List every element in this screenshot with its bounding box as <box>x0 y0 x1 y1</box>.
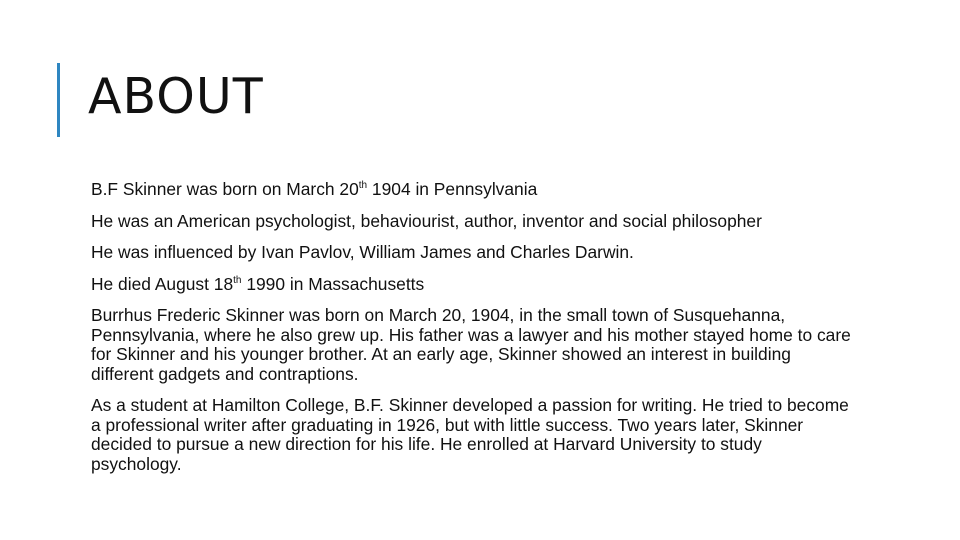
paragraph-education: As a student at Hamilton College, B.F. Skinner developed a passion for writing. He tried to become a professional writer after graduating in 1926, but with little success. Two years later, Skinner decided to pursue a new direction for his life. He enrolled at Harvard University to study psychology. <box>91 395 849 474</box>
ordinal-suffix: th <box>358 180 368 192</box>
paragraph-birth <box>91 180 851 200</box>
paragraph-birth-text-end: 1904 in Pennsylvania <box>367 179 538 199</box>
paragraph-birth-text: B.F Skinner was born on March 20 <box>91 179 359 199</box>
paragraph-death-text-end: 1990 in Massachusetts <box>241 273 425 294</box>
slide-title: ABOUT <box>88 68 264 125</box>
slide-body <box>91 180 851 486</box>
paragraph-death <box>91 275 851 295</box>
paragraph-profession: He was an American psychologist, behaviourist, author, inventor and social philosopher <box>91 210 762 231</box>
paragraph-early-life: Burrhus Frederic Skinner was born on March 20, 1904, in the small town of Susquehanna, Pennsylvania, where he also grew up. His father was a lawyer and his mother stayed home to care for Skinner and his younger brother. At an early age, Skinner showed an interest in building different gadgets and contraptions. <box>91 305 851 384</box>
title-accent-bar <box>57 63 60 137</box>
paragraph-death-text: He died August 18 <box>91 273 234 294</box>
paragraph-influences: He was influenced by Ivan Pavlov, William James and Charles Darwin. <box>91 242 634 262</box>
ordinal-suffix: th <box>233 274 242 286</box>
